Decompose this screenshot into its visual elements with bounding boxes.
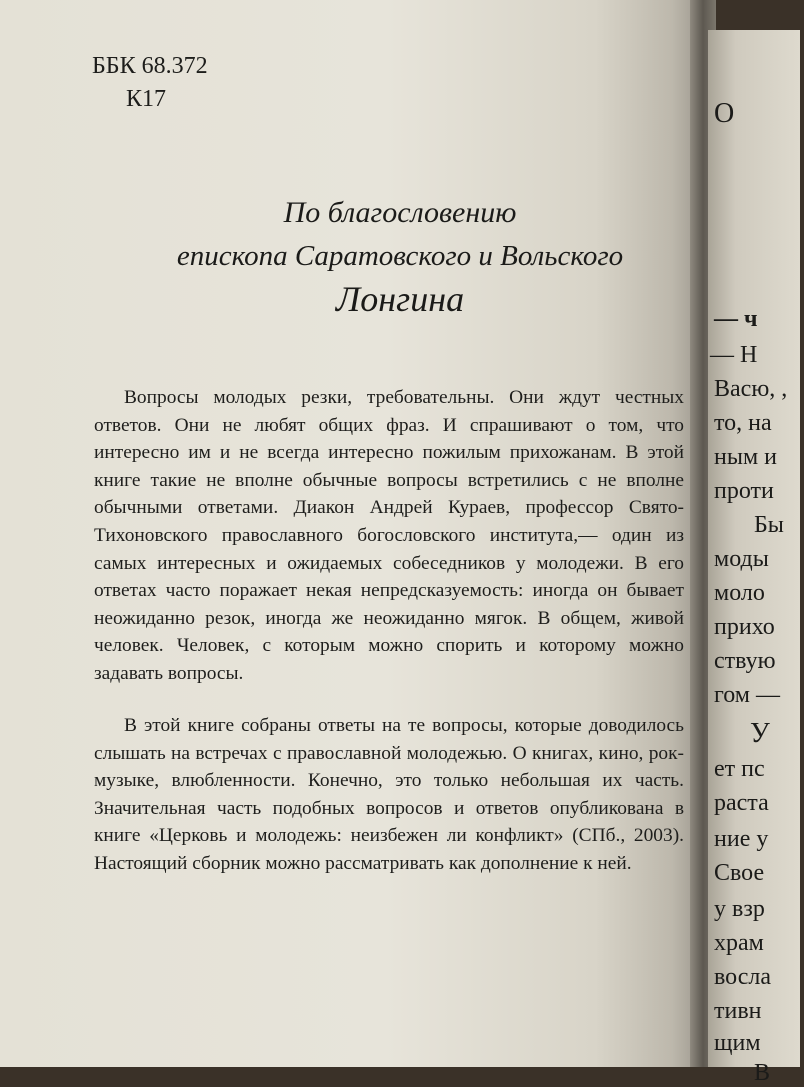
- annotation-paragraph-1: [94, 384, 684, 688]
- right-line: храм: [714, 930, 764, 956]
- right-line: прихо: [714, 614, 775, 640]
- right-line: у взр: [714, 896, 765, 922]
- blessing-line-1: По благословению: [283, 196, 517, 229]
- right-line: гом —: [714, 682, 780, 708]
- right-line: О: [714, 98, 735, 129]
- right-line: — ч: [714, 306, 758, 332]
- right-line: тивн: [714, 998, 762, 1024]
- right-line: В: [754, 1060, 771, 1086]
- right-line: ствую: [714, 648, 776, 674]
- right-line: моло: [714, 580, 765, 606]
- right-line: то, на: [714, 410, 772, 436]
- right-page: [708, 30, 800, 1086]
- right-line: У: [750, 718, 770, 749]
- bleed-through-text: [340, 100, 347, 130]
- bbk-index: К17: [126, 86, 167, 112]
- bbk-classification: [92, 50, 208, 116]
- annotation-paragraph-2-text: В этой книге собраны ответы на те вопросы, которые доводилось слышать на встречах с православной молодежью. О книгах, кино, рок-музыке, влюбленности. Конечно, это только небольшая их часть. Значительная часть подобных вопросов и ответов опубликована в книге «Церковь и молодежь: неизбежен ли конфликт» (СПб., 2003). Настоящий сборник можно рассматривать как дополнение к ней.: [94, 715, 684, 874]
- right-line: моды: [714, 546, 769, 572]
- right-line: щим: [714, 1030, 761, 1056]
- right-line: Бы: [754, 512, 784, 538]
- right-line: ет пс: [714, 756, 765, 782]
- right-line: Васю, ,: [714, 376, 788, 402]
- right-line: раста: [714, 790, 769, 816]
- right-line: восла: [714, 964, 772, 990]
- right-line: ным и: [714, 444, 777, 470]
- blessing-line-2: епископа Саратовского и Вольского: [176, 240, 624, 272]
- bbk-code: ББК 68.372: [92, 53, 208, 79]
- right-line: проти: [714, 478, 774, 504]
- right-line: ние у: [714, 826, 769, 852]
- blessing-name: Лонгина: [335, 279, 465, 319]
- annotation-paragraph-2: [94, 712, 684, 878]
- right-line: Свое: [714, 860, 765, 886]
- annotation-paragraph-1-text: Вопросы молодых резки, требовательны. Они ждут честных ответов. Они не любят общих фраз. И спрашивают о том, что интересно им и не всегда интересно пожилым прихожанам. В этой книге такие не вполне обычные вопросы встретились с не вполне обычными ответами. Диакон Андрей Кураев, профессор Свято-Тихоновского православного богословского института,— один из самых интересных и ожидаемых собеседников у молодежи. В его ответах часто поражает некая непредсказуемость: иногда он бывает неожиданно резок, иногда же неожиданно мягок. В общем, живой человек. Человек, с которым можно спорить и которому можно задавать вопросы.: [94, 387, 684, 684]
- right-line: — Н: [710, 342, 758, 368]
